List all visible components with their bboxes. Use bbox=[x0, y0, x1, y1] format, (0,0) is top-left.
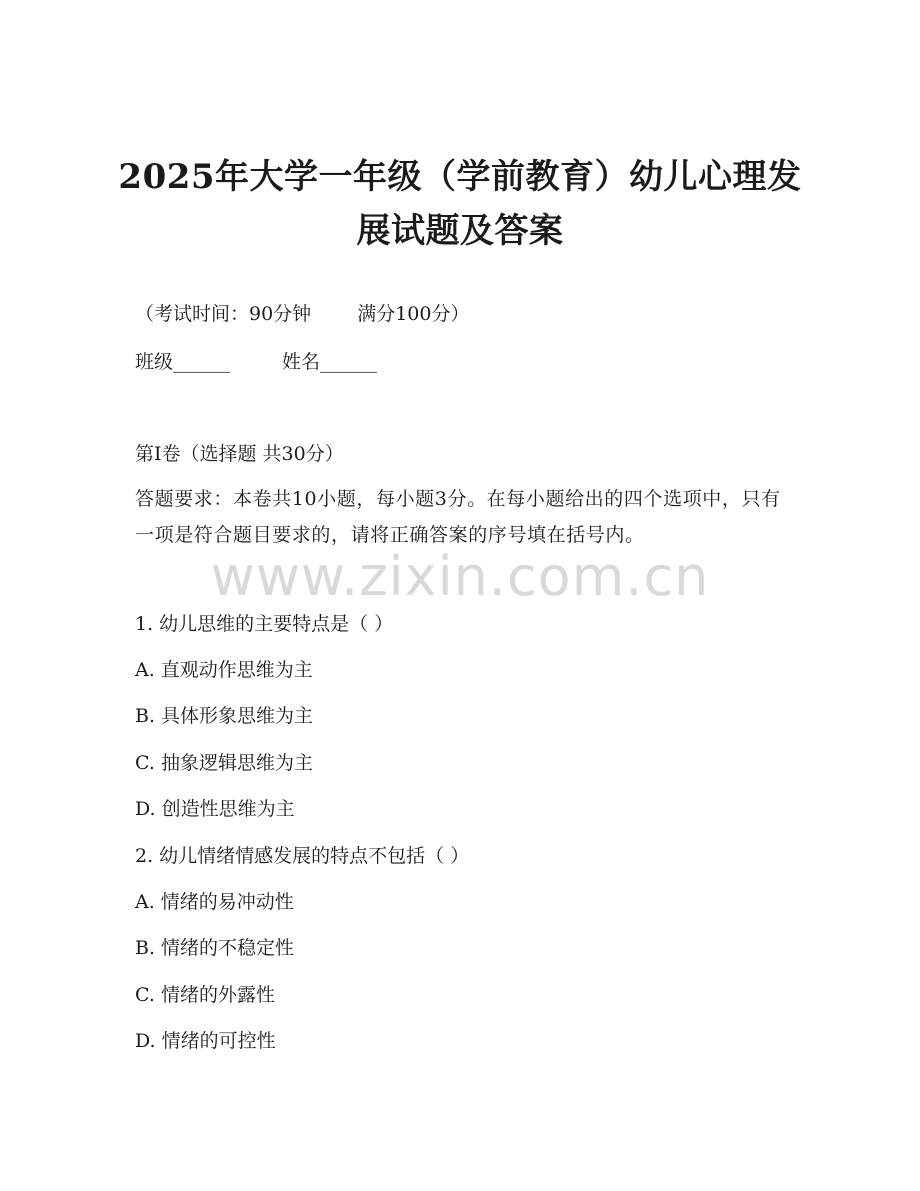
name-field-label: 姓名______ bbox=[282, 351, 378, 373]
question-1-option-b: B. 具体形象思维为主 bbox=[135, 705, 314, 727]
section-heading: 第I卷（选择题 共30分） bbox=[135, 443, 344, 465]
title-line-2: 展试题及答案 bbox=[356, 211, 564, 251]
exam-full-score: 满分100分） bbox=[357, 303, 470, 325]
document-title bbox=[100, 150, 820, 258]
question-2-stem: 2. 幼儿情绪情感发展的特点不包括（ ） bbox=[135, 845, 470, 867]
title-line-1: 2025年大学一年级（学前教育）幼儿心理发 bbox=[118, 157, 802, 197]
question-2-option-c: C. 情绪的外露性 bbox=[135, 984, 275, 1006]
student-info bbox=[135, 348, 795, 376]
question-1-stem: 1. 幼儿思维的主要特点是（ ） bbox=[135, 613, 394, 635]
question-2-option-a: A. 情绪的易冲动性 bbox=[135, 891, 294, 913]
exam-time: （考试时间：90分钟 bbox=[135, 303, 312, 325]
question-2-option-d: D. 情绪的可控性 bbox=[135, 1030, 276, 1052]
section-instructions: 答题要求：本卷共10小题，每小题3分。在每小题给出的四个选项中，只有一项是符合题目要求的，请将正确答案的序号填在括号内。 bbox=[135, 488, 781, 546]
watermark: www.zixin.com.cn bbox=[210, 545, 710, 608]
question-1-option-c: C. 抽象逻辑思维为主 bbox=[135, 752, 313, 774]
question-1-option-a: A. 直观动作思维为主 bbox=[135, 659, 313, 681]
question-2-option-b: B. 情绪的不稳定性 bbox=[135, 937, 295, 959]
class-field-label: 班级______ bbox=[135, 351, 231, 373]
exam-info bbox=[135, 300, 795, 328]
question-1-option-d: D. 创造性思维为主 bbox=[135, 798, 295, 820]
